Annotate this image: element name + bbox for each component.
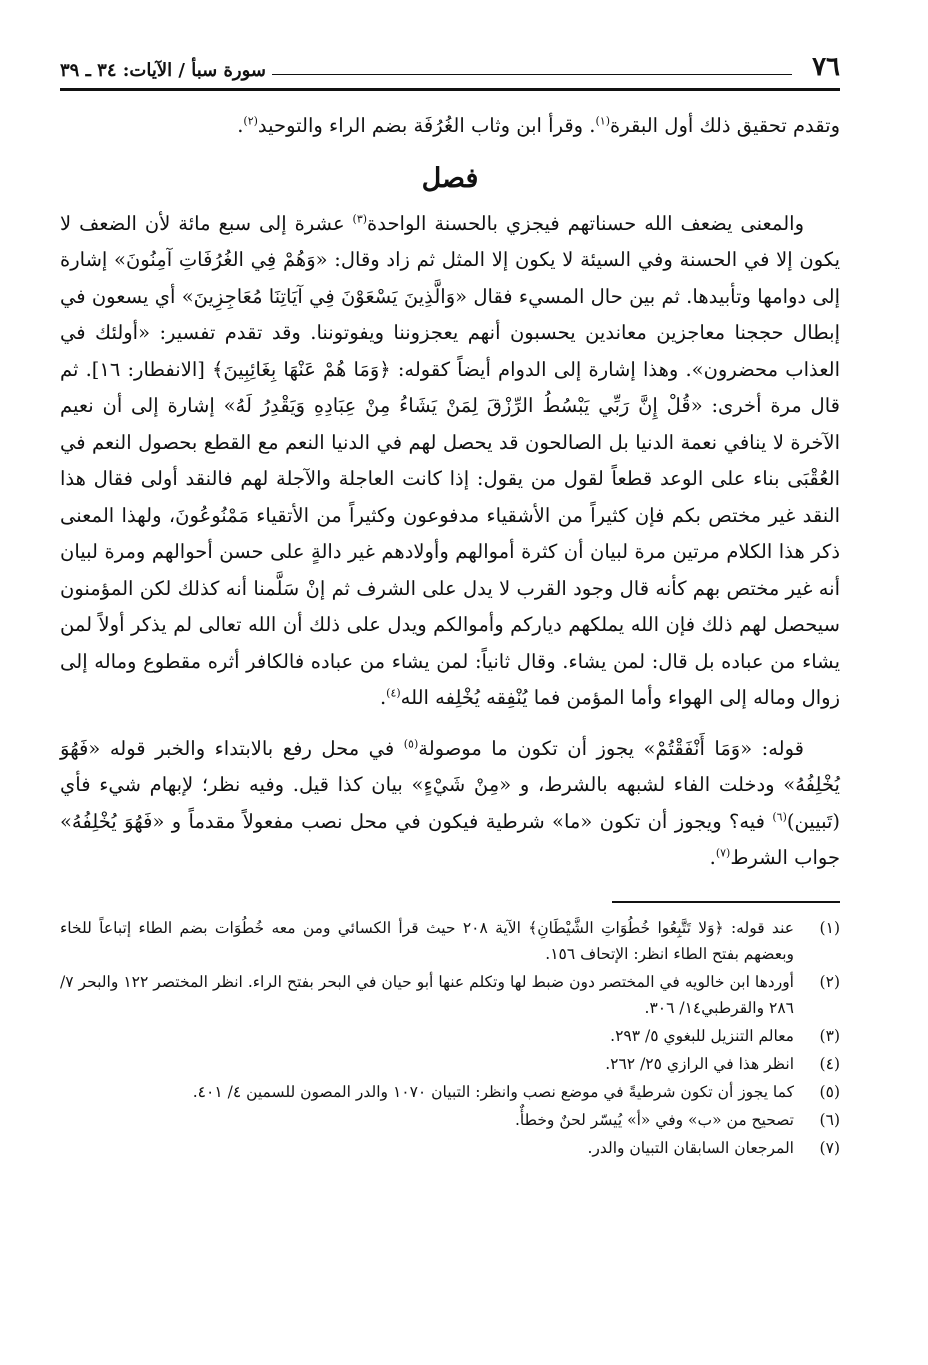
intro-text-end: .: [237, 114, 244, 137]
footnote-number: (٦): [819, 1110, 840, 1129]
footnotes: [60, 915, 840, 1161]
header-rule: [272, 74, 792, 75]
footnote-ref-7: (٧): [715, 846, 731, 860]
book-page: [60, 30, 840, 1340]
paragraph-1: [60, 206, 840, 717]
paragraph-2-end: .: [709, 846, 716, 869]
paragraph-1-end: .: [379, 686, 387, 709]
footnote-ref-4: (٤): [386, 686, 401, 700]
footnote-number: (٧): [819, 1138, 840, 1157]
paragraph-2: [60, 731, 840, 877]
paragraph-2-text-b: في محل رفع بالابتداء والخبر قوله «فَهُوَ يُخْلِفُهُ» ودخلت الفاء لشبهه بالشرط، و «مِنْ شَيْءٍ» بيان كذا قيل. وفيه نظر؛ لإبهام شيء فأي (تَبيين): [60, 736, 840, 833]
surah-label: سورة سبأ / الآيات: ٣٤ ـ ٣٩: [60, 60, 266, 81]
footnote-ref-3: (٣): [352, 212, 368, 225]
footnote-item: [60, 1135, 840, 1161]
paragraph-2-text-a: قوله: «وَمَا أَنْفَقْتُمْ» يجوز أن تكون ما موصولة: [418, 736, 804, 760]
page-number: ٧٦: [812, 52, 840, 82]
footnote-text: تصحيح من «ب» وفي «أ» يُيسّر لحنٌ وخطأٌ.: [514, 1110, 794, 1129]
footnote-number: (٢): [819, 972, 840, 991]
footnote-number: (٥): [819, 1082, 840, 1101]
intro-text-b: . وقرأ ابن وثاب الغُرُفَة بضم الراء والتوحيد: [257, 114, 596, 137]
paragraph-1-text-a: والمعنى يضعف الله حسناتهم فيجزي بالحسنة الواحدة: [367, 211, 804, 235]
footnote-text: أوردها ابن خالويه في المختصر دون ضبط لها وتكلم عنها أبو حيان في البحر بفتح الراء. انظر المختصر ١٢٢ والبحر ٧/ ٢٨٦ والقرطبي١٤/ ٣٠٦.: [60, 972, 794, 1017]
paragraph-2-text-c: فيه؟ ويجوز أن تكون «ما» شرطية فيكون في محل نصب مفعولاً مقدماً و «فَهُوَ يُخْلِفُهُ» جواب الشرط: [60, 809, 840, 869]
intro-text-a: وتقدم تحقيق ذلك أول البقرة: [610, 114, 840, 137]
footnote-text: عند قوله: ﴿وَلا تَتَّبِعُوا خُطُوَاتِ الشَّيْطَانِ﴾ الآية ٢٠٨ حيث قرأ الكسائي ومن معه خُطُوَات بضم الطاء إتباعاً للخاء وبعضهم بفتح الطاء انظر: الإتحاف ١٥٦.: [60, 918, 794, 963]
footnote-text: معالم التنزيل للبغوي ٥/ ٢٩٣.: [610, 1026, 794, 1045]
page-header: [60, 30, 840, 91]
footnote-text: انظر هذا في الرازي ٢٥/ ٢٦٢.: [605, 1054, 794, 1073]
footnote-text: كما يجوز أن تكون شرطيةً في موضع نصب وانظر: التبيان ١٠٧٠ والدر المصون للسمين ٤/ ٤٠١.: [192, 1082, 794, 1101]
footnote-ref-1: (١): [595, 114, 611, 128]
section-title: فصل: [421, 162, 479, 194]
footnote-item: [60, 1107, 840, 1133]
footnote-number: (٣): [819, 1026, 840, 1045]
footnote-divider: [612, 901, 840, 903]
footnote-text: المرجعان السابقان التبيان والدر.: [587, 1138, 794, 1157]
footnote-ref-5: (٥): [403, 737, 419, 750]
footnote-item: [60, 1051, 840, 1077]
footnote-number: (١): [819, 918, 840, 937]
paragraph-1-text-b: عشرة إلى سبع مائة لأن الضعف لا يكون إلا في الحسنة وفي السيئة لا يكون إلا المثل ثم زاد وقال: «وَهُمْ فِي الغُرُفَاتِ آمِنُونَ» إشارة إلى دوامها وتأبيدها. ثم بين حال المسيء فقال «وَالَّذِينَ يَسْعَوْنَ فِي آيَاتِنَا مُعَاجِزِينَ» أي يسعون في إبطال حججنا معاجزين معاندين يحسبون أنهم يعجزوننا ويفوتوننا. وقد تقدم تفسير: «أولئك في العذاب محضرون». وهذا إشارة إلى الدوام أيضاً كقوله: ﴿وَمَا هُمْ عَنْهَا بِغَائِبِينَ﴾ [الانفطار: ١٦]. ثم قال مرة أخرى: «قُلْ إِنَّ رَبِّي يَبْسُطُ الرِّزْقَ لِمَنْ يَشَاءُ مِنْ عِبَادِهِ وَيَقْدِرُ لَهُ» إشارة إلى أن نعيم الآخرة لا ينافي نعمة الدنيا بل الصالحون قد يحصل لهم في الدنيا النعم مع القطع بحصول النعم في العُقْبَى بناء على الوعد قطعاً لقول من يقول: إذا كانت العاجلة والآجلة لهم فالنقد أولى فقال هذا النقد غير مختص بكم فإن كثيراً من الأشقياء مدفوعون وكثيراً من الأتقياء مَمْنُوعُونَ، ولهذا المعنى ذكر هذا الكلام مرتين مرة لبيان أن كثرة أموالهم وأولادهم غير دالةٍ على حسن أحوالهم ومرة لبيان أنه غير مختص بهم كأنه قال وجود القرب لا يدل على الشرف ثم إنْ سَلَّمنا أنه كذلك لكن المؤمنون سيحصل لهم ذلك فإن الله يملكهم دياركم وأموالكم ويدل على ذلك أن الله تعالى لم يذكر أولاً لمن يشاء من عباده بل قال: لمن يشاء. وقال ثانياً: لمن يشاء من عباده فالكافر أثره مقطوع وماله إلى زوال وماله إلى الهواء وأما المؤمن فما يُنْفِقه يُخْلِفه الله: [60, 211, 840, 709]
footnote-item: [60, 1079, 840, 1105]
footnote-number: (٤): [819, 1054, 840, 1073]
intro-line: [60, 109, 840, 143]
footnote-item: [60, 1023, 840, 1049]
footnote-ref-2: (٢): [243, 114, 258, 128]
footnote-ref-6: (٦): [772, 810, 787, 823]
footnote-item: [60, 969, 840, 1021]
footnote-item: [60, 915, 840, 967]
